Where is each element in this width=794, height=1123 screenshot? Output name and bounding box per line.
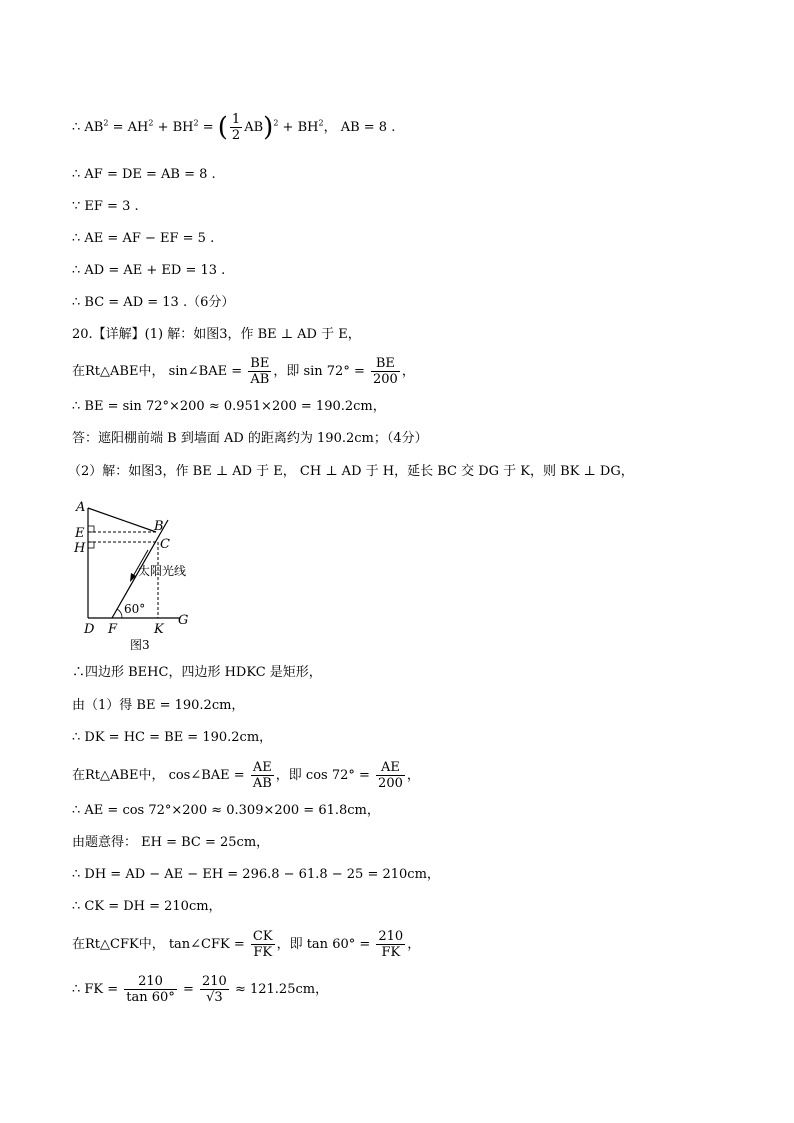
figure-caption: 图3 (130, 638, 150, 652)
line-rectangles: ∴四边形 BEHC，四边形 HDKC 是矩形， (72, 665, 322, 680)
right-angle-h (88, 542, 94, 548)
fraction-one-half: $\frac{1}{2}$ (231, 112, 241, 143)
line-ae: ∴ AE = AF − EF = 5 . (72, 231, 215, 246)
equation-ab-squared: ∴ $AB^2 = AH^2 + BH^2$ = ( $\frac{1}{2}$ $AB)^2 + BH^2$， AB = 8 . (72, 112, 396, 143)
answer-part1: 答：遮阳棚前端 B 到墙面 AD 的距离约为 190.2cm；（4分） (72, 431, 428, 446)
line-sin-bae: 在Rt△ABE中， sin∠BAE = $\frac{BE}{AB}$ ，即 sin 72° = $\frac{BE}{200}$ ， (72, 356, 415, 387)
right-angle-e (88, 526, 94, 532)
line-ad: ∴ AD = AE + ED = 13 . (72, 263, 226, 278)
problem-20-heading: 20.【详解】(1) 解：如图3，作 BE ⊥ AD 于 E， (72, 327, 361, 342)
line-ck: ∴ CK = DH = 210cm， (72, 899, 222, 914)
label-a: A (76, 500, 86, 515)
line-eh: 由题意得： EH = BC = 25cm， (72, 835, 270, 850)
line-cos-bae: 在Rt△ABE中， cos∠BAE = $\frac{AE}{AB}$ ，即 cos 72° = $\frac{AE}{200}$ ， (72, 760, 420, 791)
label-d: D (84, 622, 95, 637)
label-e: E (75, 526, 85, 541)
angle-arc (117, 609, 122, 618)
sunlight-label: 太阳光线 (138, 564, 187, 578)
label-b: B (154, 519, 164, 534)
line-tan-cfk: 在Rt△CFK中， tan∠CFK = $\frac{CK}{FK}$ ，即 tan 60° = $\frac{210}{FK}$ ， (72, 929, 421, 960)
line-dk: ∴ DK = HC = BE = 190.2cm， (72, 730, 273, 745)
label-k: K (154, 622, 164, 637)
awning-ab (88, 508, 156, 532)
label-h: H (74, 541, 86, 556)
label-c: C (160, 537, 170, 552)
line-ef: ∵ EF = 3 . (72, 199, 139, 214)
line-fk: ∴ FK = $\frac{210}{\tan 60^\circ}$ = $\frac{210}{√3}$ ≈ 121.25cm， (72, 974, 329, 1005)
line-dh: ∴ DH = AD − AE − EH = 296.8 − 61.8 − 25 = 210cm， (72, 867, 440, 882)
line-be-from-1: 由（1）得 BE = 190.2cm， (72, 698, 245, 713)
angle-label: 60° (124, 602, 146, 616)
figure-3-diagram (70, 498, 230, 658)
line-be-value: ∴ BE = sin 72°×200 ≈ 0.951×200 = 190.2cm， (72, 399, 386, 414)
line-ae-value: ∴ AE = cos 72°×200 ≈ 0.309×200 = 61.8cm， (72, 803, 380, 818)
label-f: F (108, 622, 118, 637)
line-bc: ∴ BC = AD = 13 .（6分） (72, 295, 235, 310)
line-af: ∴ AF = DE = AB = 8 . (72, 167, 216, 182)
label-g: G (178, 613, 189, 628)
part2-heading: （2）解：如图3，作 BE ⊥ AD 于 E， CH ⊥ AD 于 H，延长 BC 交 DG 于 K，则 BK ⊥ DG， (68, 464, 634, 479)
